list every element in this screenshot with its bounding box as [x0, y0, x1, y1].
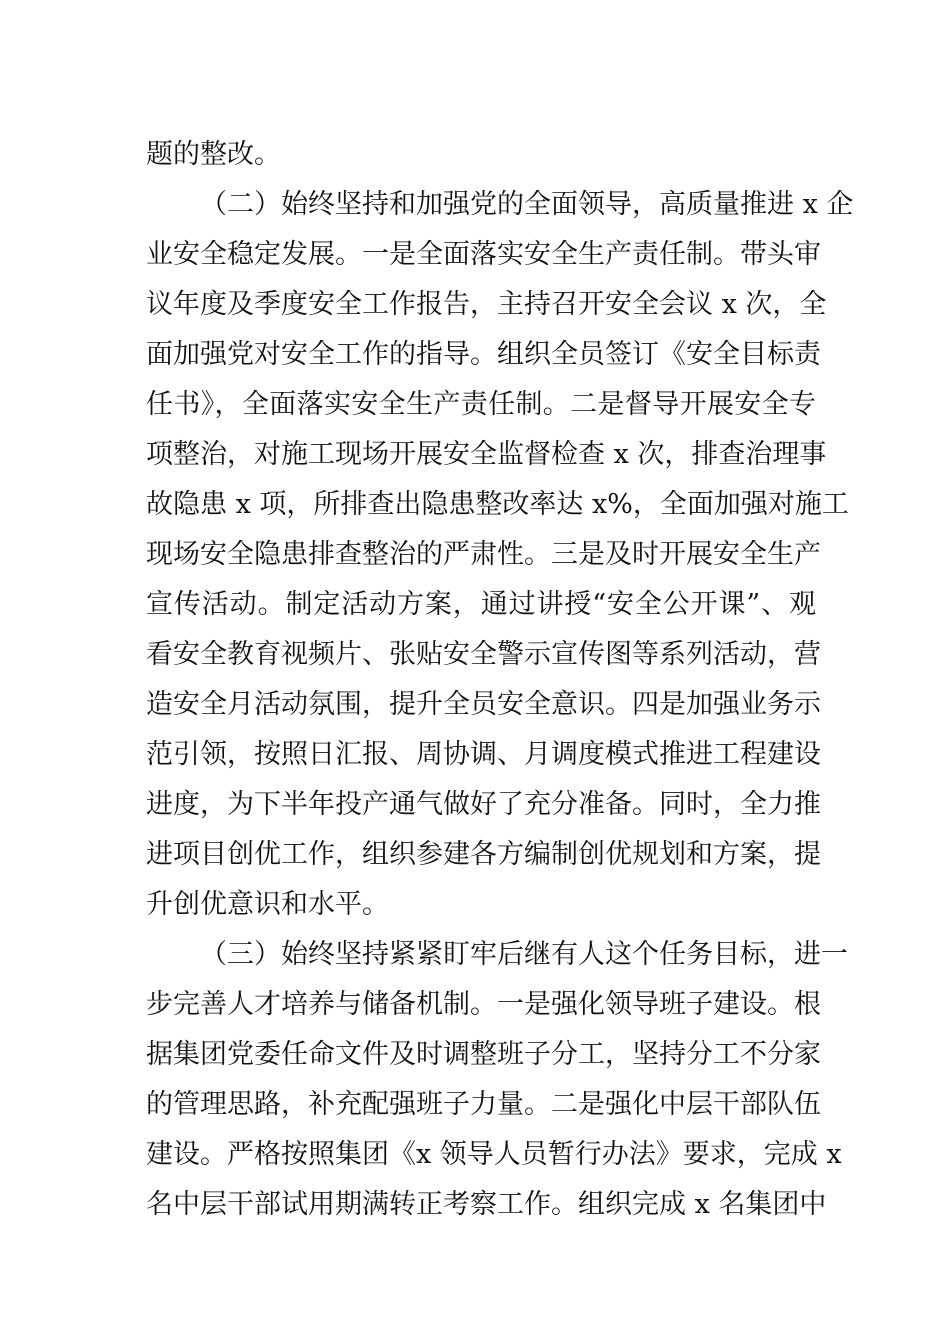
- paragraph-line: 进度，为下半年投产通气做好了充分准备。同时，全力推: [146, 789, 821, 820]
- paragraph-line: 升创优意识和水平。: [146, 889, 389, 920]
- paragraph-line: 任书》，全面落实安全生产责任制。二是督导开展安全专: [146, 389, 816, 420]
- paragraph-line: 业安全稳定发展。一是全面落实安全生产责任制。带头审: [146, 239, 821, 270]
- paragraph-line: 看安全教育视频片、张贴安全警示宣传图等系列活动，营: [146, 639, 821, 670]
- paragraph-line: 面加强党对安全工作的指导。组织全员签订《安全目标责: [146, 339, 821, 370]
- paragraph-line: 步完善人才培养与储备机制。一是强化领导班子建设。根: [146, 989, 821, 1020]
- paragraph-line: 宣传活动。制定活动方案，通过讲授“安全公开课”、观: [146, 589, 816, 620]
- paragraph-line: 项整治，对施工现场开展安全监督检查 x 次，排查治理事: [146, 439, 827, 470]
- paragraph-line: （二）始终坚持和加强党的全面领导，高质量推进 x 企: [200, 189, 854, 220]
- paragraph-line: 故隐患 x 项，所排查出隐患整改率达 x%，全面加强对施工: [146, 489, 849, 520]
- paragraph-line: 的管理思路，补充配强班子力量。二是强化中层干部队伍: [146, 1089, 821, 1120]
- paragraph-line: 题的整改。: [146, 139, 281, 170]
- paragraph-line: 造安全月活动氛围，提升全员安全意识。四是加强业务示: [146, 689, 821, 720]
- paragraph-line: 名中层干部试用期满转正考察工作。组织完成 x 名集团中: [146, 1189, 827, 1220]
- paragraph-line: 建设。严格按照集团《x 领导人员暂行办法》要求，完成 x: [146, 1139, 842, 1170]
- paragraph-line: 进项目创优工作，组织参建各方编制创优规划和方案，提: [146, 839, 821, 870]
- paragraph-line: 范引领，按照日汇报、周协调、月调度模式推进工程建设: [146, 739, 821, 770]
- paragraph-line: 现场安全隐患排查整治的严肃性。三是及时开展安全生产: [146, 539, 821, 570]
- paragraph-line: 议年度及季度安全工作报告，主持召开安全会议 x 次，全: [146, 289, 827, 320]
- paragraph-line: 据集团党委任命文件及时调整班子分工，坚持分工不分家: [146, 1039, 821, 1070]
- paragraph-line: （三）始终坚持紧紧盯牢后继有人这个任务目标，进一: [200, 939, 848, 970]
